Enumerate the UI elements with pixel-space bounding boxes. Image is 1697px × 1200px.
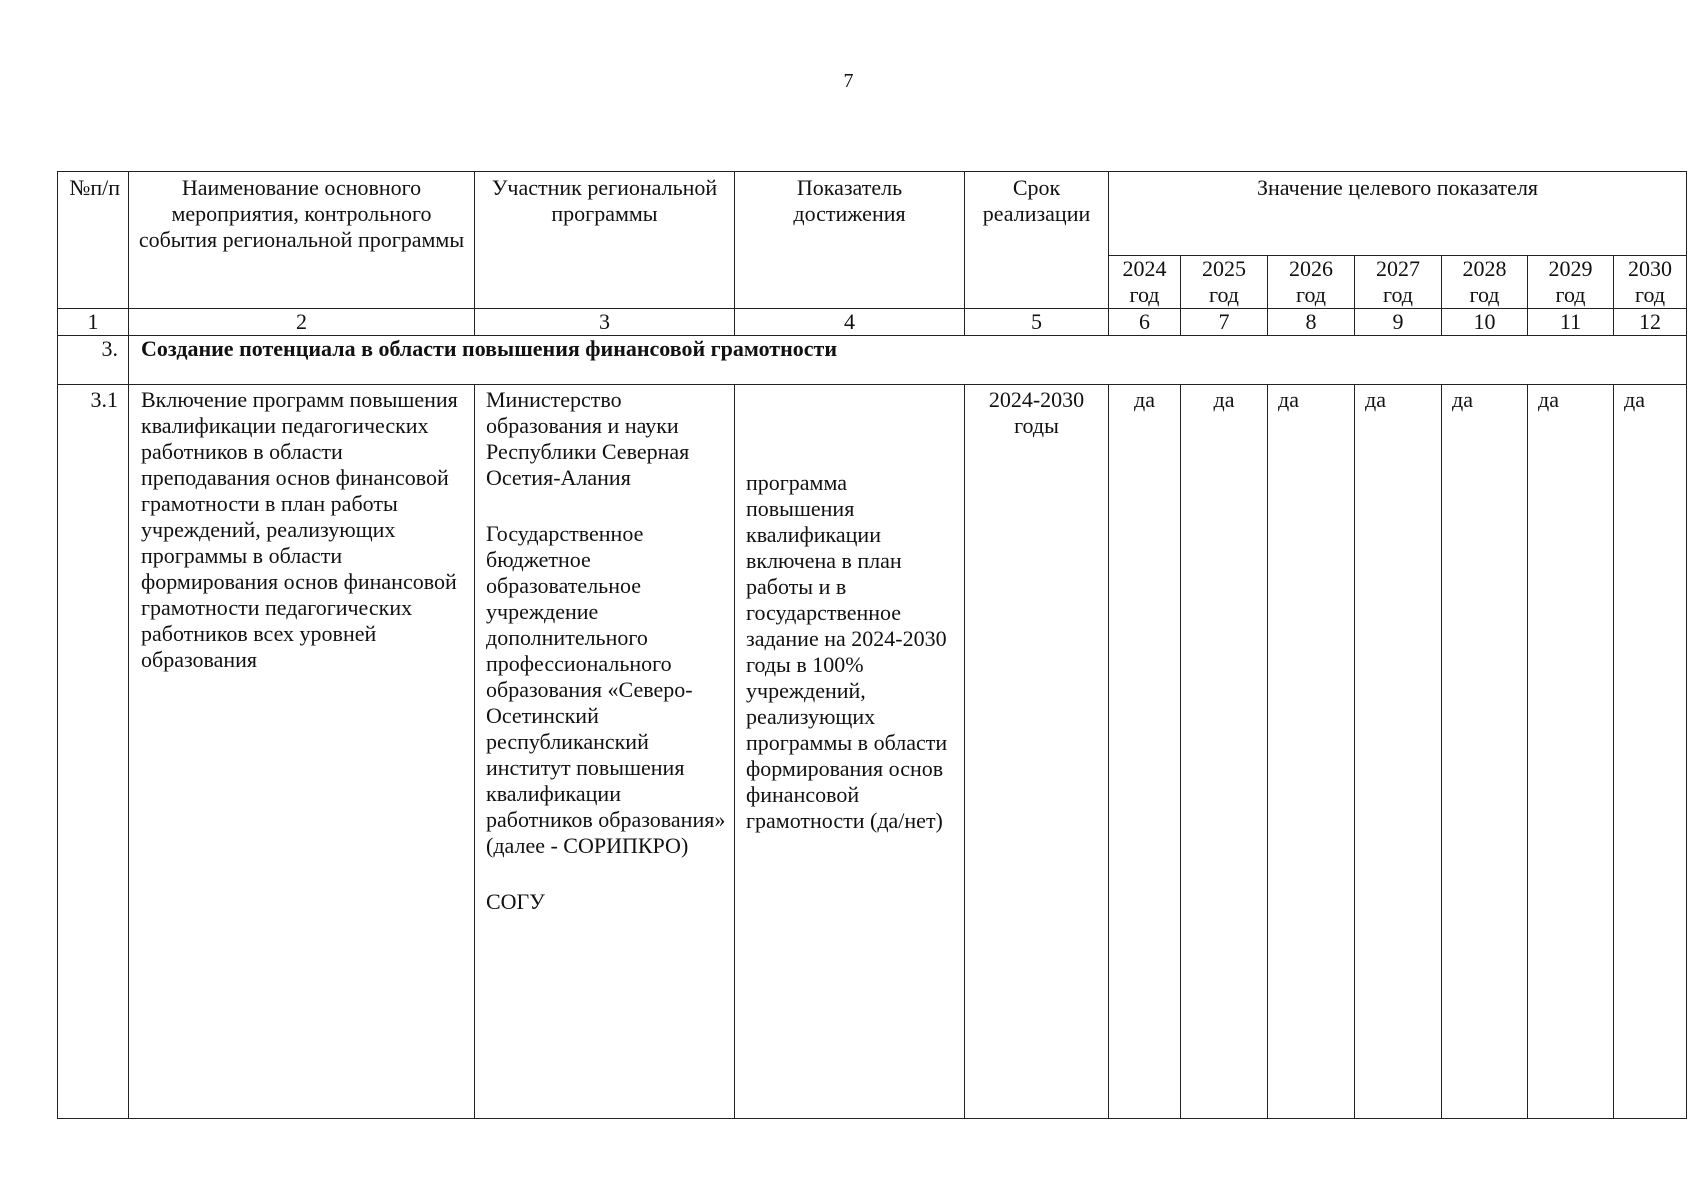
header-year: 2029 год <box>1528 256 1614 309</box>
target-value: да <box>1109 385 1181 1119</box>
participant-item: СОГУ <box>486 889 545 914</box>
event-name: Включение программ повышения квалификации педагогических работников в области преподавания основ финансовой грамотности в план работы учреждений, реализующих программы в области формирования основ финансовой грамотности педагогических работников всех уровней образования <box>129 385 475 1119</box>
header-name: Наименование основного мероприятия, контрольного события региональной программы <box>129 172 475 309</box>
target-value: да <box>1355 385 1442 1119</box>
term-text: 2024-2030 годы <box>965 385 1109 1119</box>
table-row <box>58 385 1687 1119</box>
section-number: 3. <box>58 336 129 385</box>
header-year: 2028 год <box>1442 256 1528 309</box>
header-target: Значение целевого показателя <box>1109 172 1687 256</box>
column-number: 12 <box>1614 309 1687 336</box>
header-year: 2026 год <box>1268 256 1355 309</box>
program-table <box>57 171 1687 1119</box>
target-value: да <box>1181 385 1268 1119</box>
participant-list <box>475 385 735 1119</box>
target-value: да <box>1528 385 1614 1119</box>
participant-item: Государственное бюджетное образовательное учреждение дополнительного профессионального образования «Северо-Осетинский республиканский институт повышения квалификации работников образования» (далее - СОРИПКРО) <box>486 521 726 858</box>
column-number: 1 <box>58 309 129 336</box>
header-year: 2030 год <box>1614 256 1687 309</box>
column-number: 3 <box>475 309 735 336</box>
header-year: 2025 год <box>1181 256 1268 309</box>
column-number: 9 <box>1355 309 1442 336</box>
column-number-row <box>58 309 1687 336</box>
section-row <box>58 336 1687 385</box>
header-indicator: Показатель достижения <box>735 172 965 309</box>
page-number: 7 <box>843 70 854 92</box>
indicator-text: программа повышения квалификации включена в план работы и в государственное задание на 2024-2030 годы в 100% учреждений, реализующих программы в области формирования основ финансовой грамотности (да/нет) <box>735 385 965 1119</box>
column-number: 4 <box>735 309 965 336</box>
column-number: 11 <box>1528 309 1614 336</box>
header-num: №п/п <box>58 172 129 309</box>
row-number: 3.1 <box>58 385 129 1119</box>
column-number: 6 <box>1109 309 1181 336</box>
column-number: 2 <box>129 309 475 336</box>
header-year: 2027 год <box>1355 256 1442 309</box>
header-year: 2024 год <box>1109 256 1181 309</box>
column-number: 7 <box>1181 309 1268 336</box>
column-number: 8 <box>1268 309 1355 336</box>
header-term: Срок реализации <box>965 172 1109 309</box>
target-value: да <box>1442 385 1528 1119</box>
column-number: 5 <box>965 309 1109 336</box>
target-value: да <box>1614 385 1687 1119</box>
section-title: Создание потенциала в области повышения финансовой грамотности <box>129 336 1687 385</box>
target-value: да <box>1268 385 1355 1119</box>
participant-item: Министерство образования и науки Республики Северная Осетия-Алания <box>486 387 690 490</box>
header-participant: Участник региональной программы <box>475 172 735 309</box>
column-number: 10 <box>1442 309 1528 336</box>
